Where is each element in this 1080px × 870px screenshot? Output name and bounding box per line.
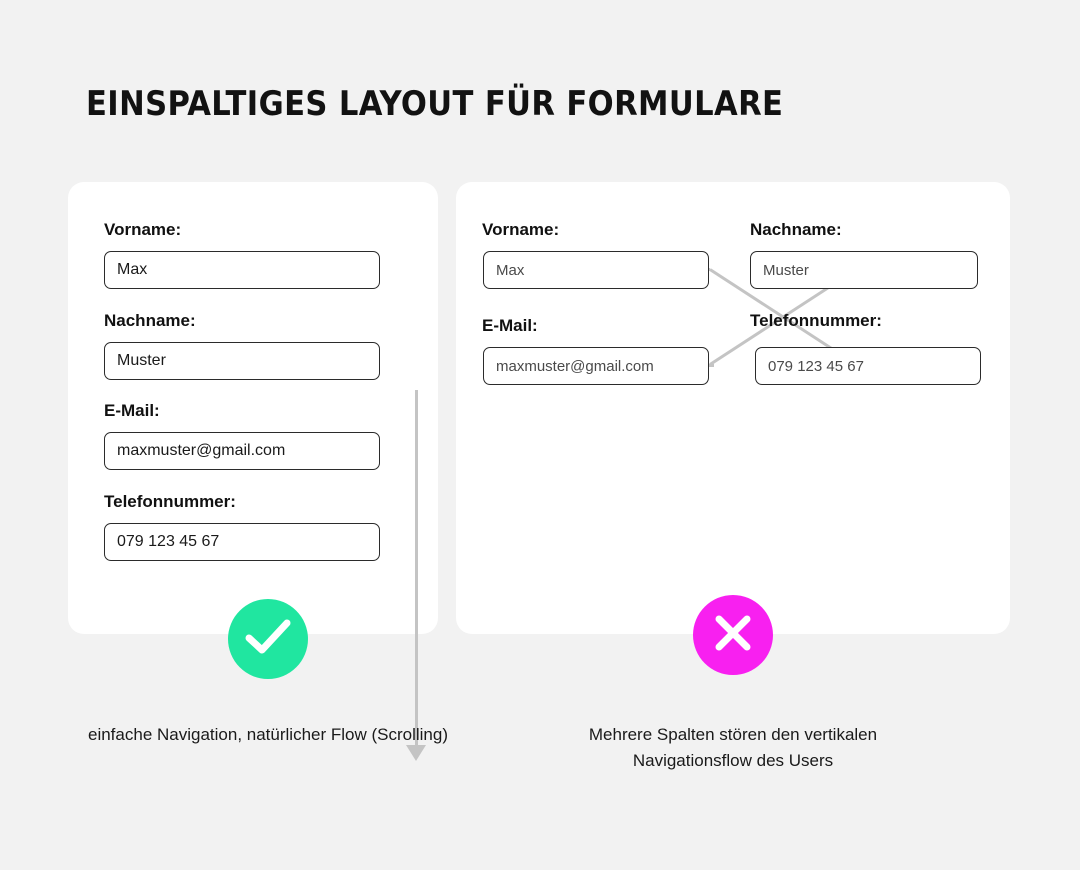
label-nachname-left: Nachname: — [104, 311, 196, 330]
cross-mark-icon — [713, 613, 753, 658]
input-telefon-right[interactable]: 079 123 45 67 — [755, 347, 981, 385]
label-telefon-left: Telefonnummer: — [104, 492, 236, 511]
label-nachname-right: Nachname: — [750, 220, 842, 239]
input-vorname-right[interactable]: Max — [483, 251, 709, 289]
label-email-right: E-Mail: — [482, 316, 538, 335]
input-nachname-right[interactable]: Muster — [750, 251, 978, 289]
caption-bad: Mehrere Spalten stören den vertikalen Navigationsflow des Users — [588, 725, 878, 770]
label-email-left: E-Mail: — [104, 401, 160, 420]
input-email-left[interactable]: maxmuster@gmail.com — [104, 432, 380, 470]
flow-arrow-line — [415, 390, 418, 750]
caption-good: einfache Navigation, natürlicher Flow (Scrolling) — [88, 725, 448, 744]
status-badge-good — [228, 599, 308, 679]
status-badge-bad — [693, 595, 773, 675]
label-telefon-right: Telefonnummer: — [750, 311, 882, 330]
input-email-right[interactable]: maxmuster@gmail.com — [483, 347, 709, 385]
check-mark-icon — [245, 618, 291, 661]
page-title: EINSPALTIGES LAYOUT FÜR FORMULARE — [86, 84, 784, 124]
label-vorname-left: Vorname: — [104, 220, 182, 239]
input-telefon-left[interactable]: 079 123 45 67 — [104, 523, 380, 561]
input-nachname-left[interactable]: Muster — [104, 342, 380, 380]
input-vorname-left[interactable]: Max — [104, 251, 380, 289]
multi-column-form-card — [456, 182, 1010, 634]
label-vorname-right: Vorname: — [482, 220, 560, 239]
